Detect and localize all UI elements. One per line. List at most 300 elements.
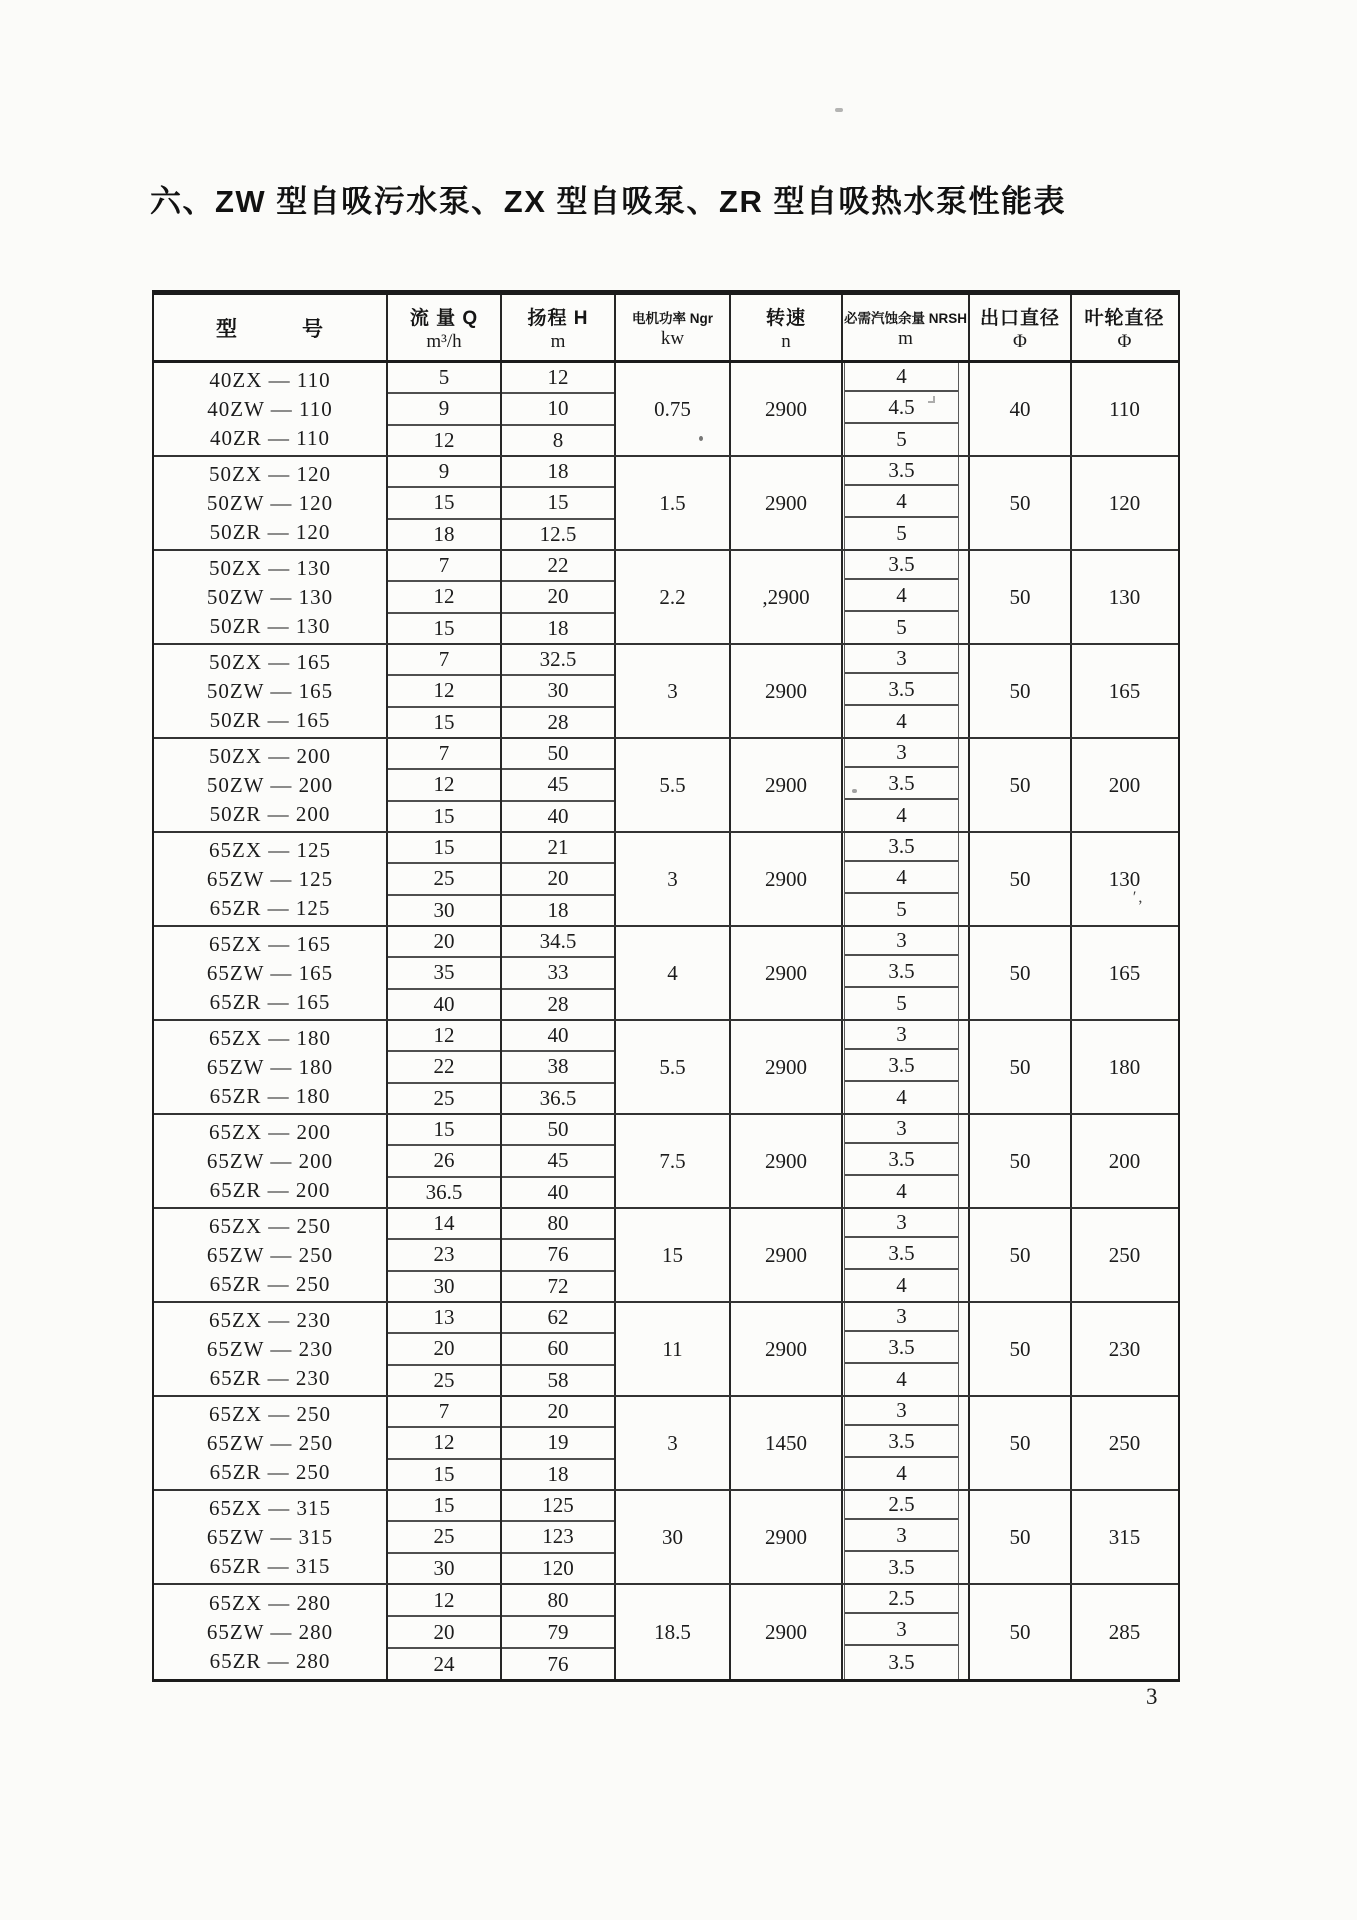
npsh-value: 3.5	[845, 674, 958, 706]
flow-value: 7	[388, 645, 500, 676]
head-value: 15	[502, 488, 614, 519]
head-value: 80	[502, 1585, 614, 1617]
header-flow	[388, 295, 502, 360]
model-name: 50ZR — 165	[209, 707, 331, 732]
model-cell	[154, 1397, 388, 1489]
head-value: 20	[502, 582, 614, 613]
speed-cell: 1450	[731, 1397, 843, 1489]
model-name: 40ZX — 110	[209, 367, 331, 392]
npsh-value: 5	[896, 991, 907, 1015]
npsh-value: 3.5	[845, 1332, 958, 1364]
head-value: 45	[502, 1146, 614, 1177]
model-name: 65ZX — 230	[209, 1307, 331, 1332]
head-cell	[502, 1303, 616, 1395]
impeller-cell	[1072, 551, 1177, 643]
table-row-group	[154, 551, 1178, 645]
flow-value: 12	[388, 1428, 500, 1459]
npsh-cell	[843, 1021, 970, 1113]
head-value: 40	[502, 1021, 614, 1052]
outlet-cell: 50	[970, 833, 1072, 925]
npsh-stack	[844, 551, 959, 643]
flow-value: 9	[388, 394, 500, 425]
table-body	[154, 363, 1178, 1679]
npsh-cell	[843, 1491, 970, 1583]
impeller-value: 230	[1108, 1336, 1141, 1361]
npsh-cell	[843, 1115, 970, 1207]
flow-cell	[388, 1303, 502, 1395]
flow-value: 7	[388, 551, 500, 582]
flow-value: 5	[388, 363, 500, 394]
npsh-value: 3.5	[888, 1555, 915, 1579]
npsh-value: 3	[845, 1303, 958, 1332]
power-cell: 4	[616, 927, 731, 1019]
power-cell: 3	[616, 833, 731, 925]
flow-cell	[388, 645, 502, 737]
speed-cell: 2900	[731, 739, 843, 831]
flow-value: 15	[388, 1115, 500, 1146]
model-name: 50ZX — 200	[209, 743, 331, 768]
npsh-stack	[844, 645, 959, 737]
head-value: 33	[502, 958, 614, 989]
model-name: 50ZW — 200	[206, 772, 334, 797]
head-value: 19	[502, 1428, 614, 1459]
head-value: 18	[547, 1461, 569, 1486]
npsh-value: 4	[845, 580, 958, 612]
flow-value: 25	[388, 1522, 500, 1553]
model-name: 65ZW — 250	[206, 1430, 334, 1455]
model-cell	[154, 1585, 388, 1679]
model-cell	[154, 833, 388, 925]
flow-cell	[388, 739, 502, 831]
flow-value: 18	[433, 521, 455, 546]
outlet-cell: 50	[970, 739, 1072, 831]
power-cell: 30	[616, 1491, 731, 1583]
npsh-cell	[843, 739, 970, 831]
header-model-left: 型	[216, 317, 238, 341]
power-cell: 3	[616, 1397, 731, 1489]
impeller-cell	[1072, 1209, 1177, 1301]
flow-value: 12	[388, 582, 500, 613]
flow-value: 12	[388, 1585, 500, 1617]
speed-cell: 2900	[731, 363, 843, 455]
speed-cell: ,2900	[731, 551, 843, 643]
head-value: 58	[547, 1367, 569, 1392]
table-row-group	[154, 1303, 1178, 1397]
model-name: 65ZR — 125	[209, 895, 331, 920]
table-header-row	[154, 295, 1178, 363]
npsh-stack	[844, 927, 959, 1019]
model-name: 50ZR — 120	[209, 519, 331, 544]
header-head-label: 扬程 H	[527, 308, 589, 329]
power-cell: 15	[616, 1209, 731, 1301]
flow-cell	[388, 1021, 502, 1113]
npsh-stack	[844, 1585, 959, 1679]
head-value: 21	[502, 833, 614, 864]
model-name: 65ZR — 230	[209, 1365, 331, 1390]
power-cell: 2.2	[616, 551, 731, 643]
npsh-cell	[843, 1303, 970, 1395]
header-impeller	[1072, 295, 1177, 360]
flow-value: 12	[388, 1021, 500, 1052]
head-cell	[502, 645, 616, 737]
header-impeller-label: 叶轮直径	[1084, 308, 1165, 329]
model-name: 50ZR — 130	[209, 613, 331, 638]
npsh-stack	[844, 457, 959, 549]
flow-value: 12	[388, 676, 500, 707]
npsh-value: 4	[845, 363, 958, 392]
table-row-group	[154, 457, 1178, 551]
speed-cell: 2900	[731, 833, 843, 925]
model-name: 65ZW — 125	[206, 866, 334, 891]
flow-value: 26	[388, 1146, 500, 1177]
head-value: 40	[547, 1179, 569, 1204]
npsh-value: 3	[845, 1209, 958, 1238]
head-cell	[502, 927, 616, 1019]
header-model	[154, 295, 388, 360]
impeller-value: 200	[1108, 772, 1141, 797]
scan-artifact-dot	[835, 108, 843, 112]
model-name: 65ZW — 200	[206, 1148, 334, 1173]
model-name: 65ZX — 280	[209, 1590, 331, 1615]
impeller-cell	[1072, 833, 1177, 925]
npsh-value: 5	[896, 615, 907, 639]
impeller-value: 165	[1108, 960, 1141, 985]
npsh-cell	[843, 1209, 970, 1301]
model-cell	[154, 363, 388, 455]
header-speed-unit: n	[781, 331, 791, 352]
npsh-stack	[844, 1303, 959, 1395]
speed-cell: 2900	[731, 1585, 843, 1679]
npsh-stack	[844, 363, 959, 455]
table-row-group	[154, 1585, 1178, 1679]
flow-cell	[388, 1115, 502, 1207]
speed-cell: 2900	[731, 1303, 843, 1395]
table-row-group	[154, 1397, 1178, 1491]
speed-cell: 2900	[731, 1209, 843, 1301]
npsh-value: 4	[896, 1179, 907, 1203]
flow-value: 40	[433, 991, 455, 1016]
speed-cell: 2900	[731, 645, 843, 737]
impeller-value: 165	[1108, 678, 1141, 703]
head-value: 76	[547, 1651, 569, 1676]
flow-value: 20	[388, 927, 500, 958]
head-cell	[502, 363, 616, 455]
model-name: 65ZR — 165	[209, 989, 331, 1014]
outlet-cell: 50	[970, 1585, 1072, 1679]
head-value: 34.5	[502, 927, 614, 958]
impeller-value: 250	[1108, 1430, 1141, 1455]
flow-value: 30	[433, 1273, 455, 1298]
impeller-cell	[1072, 1491, 1177, 1583]
head-value: 123	[502, 1522, 614, 1553]
power-cell: 18.5	[616, 1585, 731, 1679]
power-cell: 3	[616, 645, 731, 737]
model-name: 40ZW — 110	[207, 396, 333, 421]
model-cell	[154, 739, 388, 831]
npsh-value: 4	[896, 803, 907, 827]
flow-value: 15	[388, 833, 500, 864]
head-cell	[502, 1491, 616, 1583]
model-name: 65ZX — 200	[209, 1119, 331, 1144]
header-model-right: 号	[302, 317, 324, 341]
model-name: 65ZW — 165	[206, 960, 334, 985]
model-cell	[154, 551, 388, 643]
table-row-group	[154, 363, 1178, 457]
model-name: 65ZW — 180	[206, 1054, 334, 1079]
head-value: 120	[542, 1555, 574, 1580]
npsh-value: 4	[845, 862, 958, 894]
npsh-stack	[844, 739, 959, 831]
npsh-value: 5	[896, 521, 907, 545]
model-name: 65ZX — 250	[209, 1213, 331, 1238]
flow-value: 36.5	[425, 1179, 463, 1204]
head-value: 28	[547, 991, 569, 1016]
speed-cell: 2900	[731, 457, 843, 549]
model-name: 50ZW — 130	[206, 584, 334, 609]
header-outlet	[970, 295, 1072, 360]
table-row-group	[154, 1115, 1178, 1209]
power-cell: 7.5	[616, 1115, 731, 1207]
flow-value: 15	[433, 803, 455, 828]
head-value: 22	[502, 551, 614, 582]
npsh-cell	[843, 1397, 970, 1489]
outlet-cell: 50	[970, 645, 1072, 737]
outlet-cell: 50	[970, 1021, 1072, 1113]
performance-table	[152, 290, 1180, 1682]
outlet-cell: 40	[970, 363, 1072, 455]
model-name: 50ZR — 200	[209, 801, 331, 826]
npsh-cell	[843, 833, 970, 925]
model-name: 65ZW — 315	[206, 1524, 334, 1549]
impeller-cell	[1072, 363, 1177, 455]
npsh-stack	[844, 833, 959, 925]
power-cell: 5.5	[616, 739, 731, 831]
head-value: 125	[502, 1491, 614, 1522]
flow-cell	[388, 1397, 502, 1489]
model-name: 65ZX — 180	[209, 1025, 331, 1050]
header-head	[502, 295, 616, 360]
impeller-note: ′,	[1132, 889, 1145, 907]
model-name: 65ZR — 200	[209, 1177, 331, 1202]
model-name: 50ZX — 165	[209, 649, 331, 674]
npsh-value: 3.5	[845, 1426, 958, 1458]
model-cell	[154, 1021, 388, 1113]
model-name: 40ZR — 110	[209, 425, 331, 450]
model-name: 50ZX — 120	[209, 461, 331, 486]
header-power-unit: kw	[660, 327, 685, 349]
model-name: 65ZR — 180	[209, 1083, 331, 1108]
npsh-value: 3.5	[845, 1238, 958, 1270]
flow-value: 9	[388, 457, 500, 488]
header-outlet-unit: Φ	[1013, 331, 1027, 352]
model-name: 65ZX — 250	[209, 1401, 331, 1426]
npsh-value: 5	[896, 897, 907, 921]
npsh-stack	[844, 1397, 959, 1489]
npsh-cell	[843, 927, 970, 1019]
model-name: 65ZR — 250	[209, 1459, 331, 1484]
header-impeller-unit: Φ	[1117, 331, 1132, 352]
model-name: 65ZW — 230	[206, 1336, 334, 1361]
speed-cell: 2900	[731, 1115, 843, 1207]
speed-cell: 2900	[731, 927, 843, 1019]
npsh-value: 3.5	[845, 956, 958, 988]
impeller-cell	[1072, 739, 1177, 831]
npsh-value: 3	[845, 1614, 958, 1646]
npsh-value: 3	[845, 1520, 958, 1552]
npsh-value: 4	[896, 1273, 907, 1297]
npsh-value: 2.5	[845, 1585, 958, 1614]
flow-value: 25	[433, 1367, 455, 1392]
npsh-cell	[843, 645, 970, 737]
header-power	[616, 295, 731, 360]
flow-value: 14	[388, 1209, 500, 1240]
head-cell	[502, 739, 616, 831]
npsh-value: 3	[845, 1021, 958, 1050]
model-name: 50ZW — 120	[206, 490, 334, 515]
header-npsh	[843, 295, 970, 360]
flow-value: 30	[433, 1555, 455, 1580]
npsh-cell	[843, 1585, 970, 1679]
impeller-value: 180	[1108, 1054, 1141, 1079]
head-value: 12	[502, 363, 614, 394]
speed-cell: 2900	[731, 1021, 843, 1113]
head-cell	[502, 1115, 616, 1207]
npsh-value: 3.5	[845, 768, 958, 800]
head-value: 45	[502, 770, 614, 801]
head-value: 40	[547, 803, 569, 828]
npsh-value: 5	[896, 427, 907, 451]
impeller-cell	[1072, 1303, 1177, 1395]
npsh-value: 3	[845, 645, 958, 674]
impeller-value: 315	[1108, 1524, 1141, 1549]
table-row-group	[154, 645, 1178, 739]
model-name: 65ZX — 315	[209, 1495, 331, 1520]
head-value: 79	[502, 1617, 614, 1649]
page-number: 3	[1146, 1684, 1158, 1709]
npsh-stack	[844, 1021, 959, 1113]
impeller-value: 200	[1108, 1148, 1141, 1173]
head-value: 60	[502, 1334, 614, 1365]
npsh-value: 3	[845, 1397, 958, 1426]
impeller-cell	[1072, 645, 1177, 737]
flow-value: 20	[388, 1617, 500, 1649]
header-outlet-label: 出口直径	[979, 308, 1060, 329]
flow-cell	[388, 551, 502, 643]
table-row-group	[154, 927, 1178, 1021]
table-row-group	[154, 739, 1178, 833]
head-value: 12.5	[539, 521, 577, 546]
npsh-value: 3	[845, 927, 958, 956]
flow-cell	[388, 1491, 502, 1583]
head-cell	[502, 1585, 616, 1679]
outlet-cell: 50	[970, 927, 1072, 1019]
head-cell	[502, 833, 616, 925]
head-value: 80	[502, 1209, 614, 1240]
flow-value: 15	[433, 709, 455, 734]
table-row-group	[154, 1021, 1178, 1115]
header-npsh-unit: m	[898, 327, 913, 349]
flow-value: 7	[388, 739, 500, 770]
head-value: 20	[502, 1397, 614, 1428]
impeller-value: 120	[1108, 490, 1141, 515]
flow-value: 23	[388, 1240, 500, 1271]
npsh-cell	[843, 551, 970, 643]
npsh-cell	[843, 457, 970, 549]
table-row-group	[154, 833, 1178, 927]
npsh-value: 4.5	[845, 392, 958, 424]
npsh-value: 3.5	[888, 1650, 915, 1674]
header-head-unit: m	[550, 331, 566, 352]
model-cell	[154, 1115, 388, 1207]
npsh-value: 3.5	[845, 1050, 958, 1082]
head-value: 62	[502, 1303, 614, 1334]
model-name: 65ZW — 250	[206, 1242, 334, 1267]
flow-value: 15	[388, 488, 500, 519]
flow-value: 35	[388, 958, 500, 989]
flow-value: 12	[388, 770, 500, 801]
impeller-cell	[1072, 457, 1177, 549]
model-name: 50ZW — 165	[206, 678, 334, 703]
npsh-value: 2.5	[845, 1491, 958, 1520]
outlet-cell: 50	[970, 1115, 1072, 1207]
impeller-value: 110	[1109, 396, 1140, 421]
head-cell	[502, 1021, 616, 1113]
model-cell	[154, 1491, 388, 1583]
outlet-cell: 50	[970, 1209, 1072, 1301]
power-cell: 1.5	[616, 457, 731, 549]
npsh-value: 4	[896, 1461, 907, 1485]
header-speed	[731, 295, 843, 360]
impeller-value: 285	[1108, 1619, 1141, 1644]
head-value: 72	[547, 1273, 569, 1298]
outlet-cell: 50	[970, 1397, 1072, 1489]
power-cell: 5.5	[616, 1021, 731, 1113]
outlet-cell: 50	[970, 551, 1072, 643]
head-value: 18	[547, 897, 569, 922]
impeller-cell	[1072, 1397, 1177, 1489]
flow-value: 15	[433, 615, 455, 640]
npsh-stack	[844, 1491, 959, 1583]
flow-value: 30	[433, 897, 455, 922]
table-row-group	[154, 1491, 1178, 1585]
flow-value: 25	[433, 1085, 455, 1110]
model-cell	[154, 1209, 388, 1301]
head-value: 18	[502, 457, 614, 488]
npsh-stack	[844, 1115, 959, 1207]
model-name: 65ZX — 165	[209, 931, 331, 956]
head-value: 18	[547, 615, 569, 640]
npsh-value: 3.5	[845, 457, 958, 486]
impeller-value: 130	[1108, 584, 1141, 609]
impeller-cell	[1072, 927, 1177, 1019]
npsh-value: 3	[845, 1115, 958, 1144]
head-value: 10	[502, 394, 614, 425]
impeller-cell	[1072, 1115, 1177, 1207]
speed-cell: 2900	[731, 1491, 843, 1583]
model-name: 65ZR — 315	[209, 1553, 331, 1578]
head-value: 36.5	[539, 1085, 577, 1110]
power-cell: 0.75	[616, 363, 731, 455]
impeller-value: 130	[1108, 866, 1141, 891]
npsh-stack	[844, 1209, 959, 1301]
table-row-group	[154, 1209, 1178, 1303]
flow-value: 7	[388, 1397, 500, 1428]
model-name: 65ZR — 250	[209, 1271, 331, 1296]
outlet-cell: 50	[970, 1303, 1072, 1395]
model-name: 50ZX — 130	[209, 555, 331, 580]
head-value: 28	[547, 709, 569, 734]
head-value: 38	[502, 1052, 614, 1083]
